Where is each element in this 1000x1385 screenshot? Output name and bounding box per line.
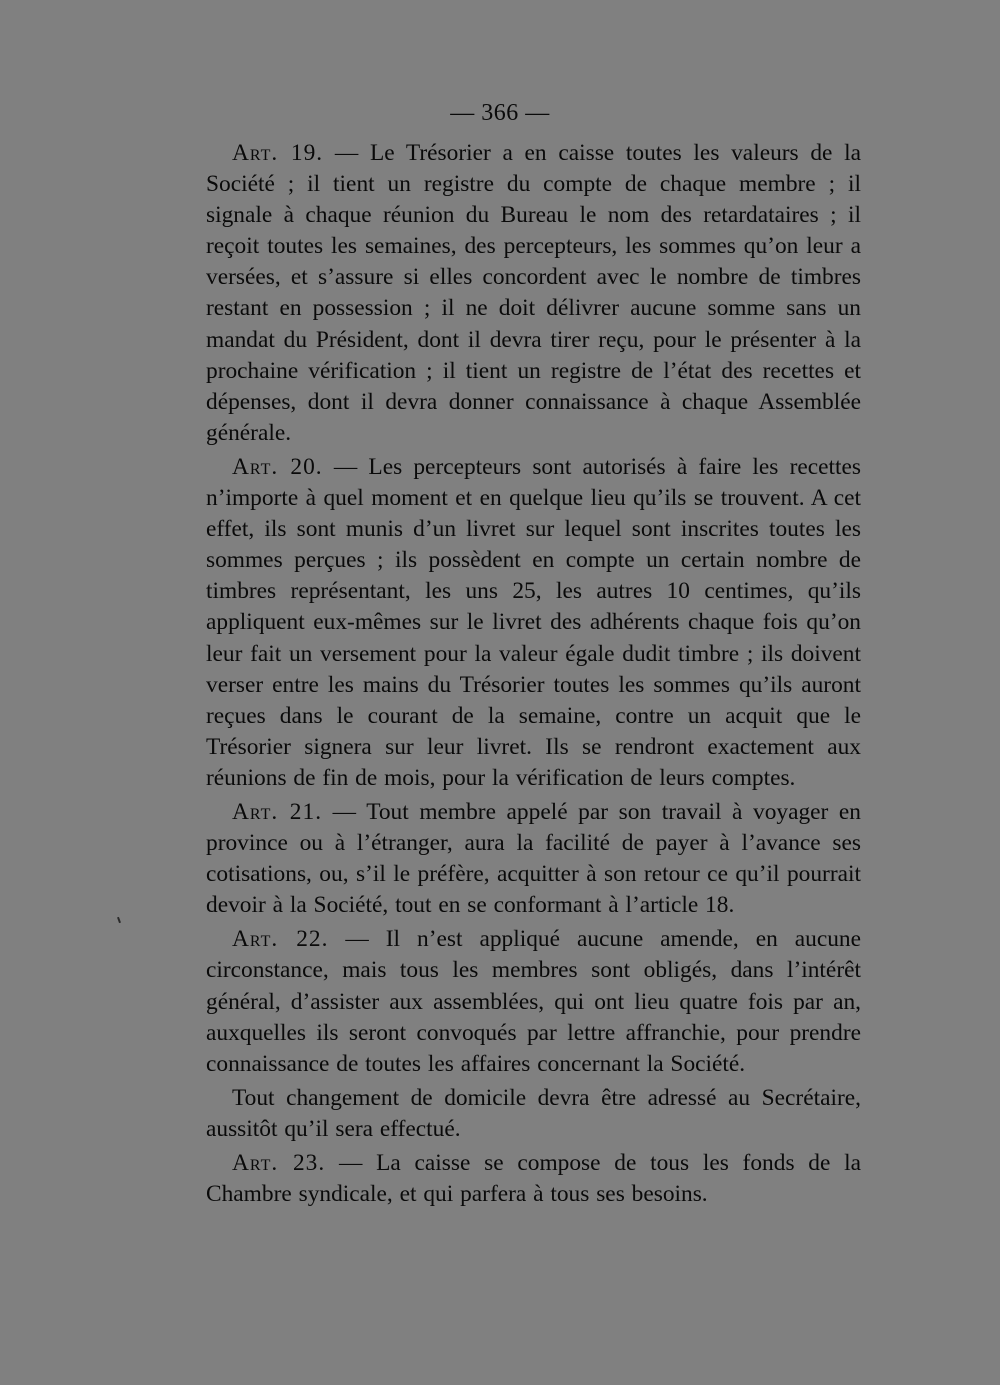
article-label: Art. 20. bbox=[232, 453, 323, 480]
article-label: Art. 23. bbox=[232, 1150, 326, 1176]
article-label: Art. 22. bbox=[232, 926, 329, 953]
article-text: — Il n’est appliqué aucune amende, en aucune circonstance, mais tous les membres sont obligés, dans l’intérêt général, d’assister aux assemblées, qui ont lieu quatre fois par an, auxquelles ils seront convoqués par lettre affranchie, pour prendre connaissance de toutes les affaires concernant la Société. bbox=[206, 926, 861, 1077]
article-text: — Tout membre appelé par son travail à voyager en province ou à l’étranger, aura la facilité de payer à l’avance ses cotisations, ou, s’il le préfère, acquitter à son retour ce qu’il pourrait devoir à la Société, tout en se conformant à l’article 18. bbox=[206, 798, 862, 919]
article-19 bbox=[206, 138, 861, 449]
article-text: — Les percepteurs sont autorisés à faire les recettes n’importe à quel moment et en quelque lieu qu’ils se trouvent. A cet effet, ils sont munis d’un livret sur lequel sont inscrites toutes les sommes perçues ; ils possèdent en compte un certain nombre de timbres représentant, les uns 25, les autres 10 centimes, qu’ils appliquent eux-mêmes sur le livret des adhérents chaque fois qu’on leur fait un versement pour la valeur égale dudit timbre ; ils doivent verser entre les mains du Trésorier toutes les sommes qu’ils auront reçues dans le courant de la semaine, contre un acquit que le Trésorier signera sur leur livret. Ils se rendront exactement aux réunions de fin de mois, pour la vérification de leurs comptes. bbox=[206, 453, 861, 791]
article-20 bbox=[206, 452, 861, 794]
article-text: — La caisse se compose de tous les fonds de la Chambre syndicale, et qui parfera à tous ses besoins. bbox=[206, 1150, 861, 1208]
article-22-continuation: Tout changement de domicile devra être adressé au Secrétaire, aussitôt qu’il sera effectué. bbox=[206, 1084, 861, 1142]
article-21 bbox=[206, 797, 861, 921]
article-22 bbox=[206, 924, 861, 1079]
print-speck bbox=[117, 917, 121, 923]
page-body bbox=[206, 138, 861, 1213]
article-23 bbox=[206, 1148, 861, 1210]
article-text: — Le Trésorier a en caisse toutes les valeurs de la Société ; il tient un registre du compte de chaque membre ; il signale à chaque réunion du Bureau le nom des retardataires ; il reçoit toutes les semaines, des percepteurs, les sommes qu’on leur a versées, et s’assure si elles concordent avec le nombre de timbres restant en possession ; il ne doit délivrer aucune somme sans un mandat du Président, dont il devra tirer reçu, pour le présenter à la prochaine vérification ; il tient un registre de l’état des recettes et dépenses, dont il devra donner connaissance à chaque Assemblée générale. bbox=[206, 140, 862, 446]
article-label: Art. 21. bbox=[232, 798, 323, 825]
article-label: Art. 19. bbox=[232, 140, 324, 166]
page-number: — 366 — bbox=[450, 100, 550, 126]
